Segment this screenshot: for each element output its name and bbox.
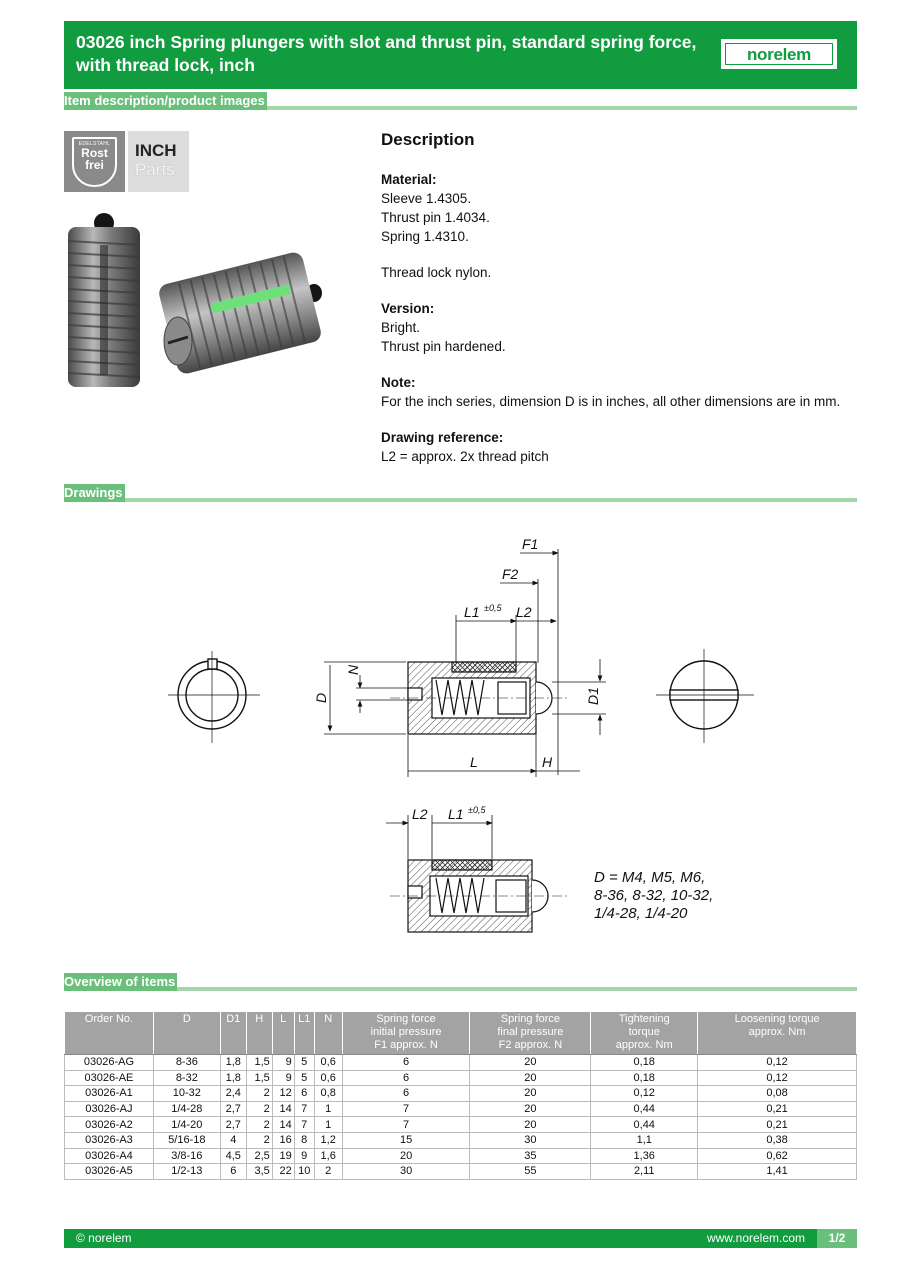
label-d: D [313,692,329,703]
table-cell: 19 [272,1148,294,1164]
table-cell: 1,2 [314,1132,342,1148]
table-cell: 0,6 [314,1055,342,1071]
table-row [65,1070,857,1086]
thread-lock-text: Thread lock nylon. [381,265,492,280]
label-h: H [542,754,553,770]
product-image [64,205,324,395]
table-cell: 4,5 [220,1148,246,1164]
material-block [381,170,851,246]
label-l1: L1 [464,604,480,620]
table-cell: 03026-A4 [65,1148,154,1164]
version-block [381,299,851,356]
version-line: Bright. [381,320,421,335]
table-cell: 4 [220,1132,246,1148]
table-cell: 0,12 [591,1086,698,1102]
footer-copyright: © norelem [76,1231,132,1245]
table-cell: 1/4-28 [153,1101,220,1117]
label-n: N [345,664,361,675]
badge-inch-text: INCH [135,141,177,160]
label-d1: D1 [585,687,601,705]
table-cell: 6 [342,1055,470,1071]
table-cell: 03026-A3 [65,1132,154,1148]
note-block [381,373,851,411]
material-line: Spring 1.4310. [381,229,469,244]
table-cell: 03026-A1 [65,1086,154,1102]
table-cell: 7 [294,1101,314,1117]
table-cell: 1,8 [220,1070,246,1086]
label-l2-small: L2 [412,806,428,822]
table-cell: 03026-AE [65,1070,154,1086]
table-cell: 8 [294,1132,314,1148]
table-cell: 2 [246,1101,272,1117]
table-cell: 7 [342,1117,470,1133]
table-cell: 2 [314,1164,342,1180]
table-cell: 20 [470,1055,591,1071]
column-header: Tightening torque approx. Nm [591,1012,698,1055]
table-row [65,1117,857,1133]
section-view-main [390,662,570,734]
table-cell: 0,18 [591,1055,698,1071]
table-header-row [65,1012,857,1055]
plunger-lying [157,250,323,375]
description-panel [381,130,851,483]
table-cell: 6 [342,1086,470,1102]
table-cell: 1,5 [246,1070,272,1086]
technical-drawing [160,535,760,945]
page-footer [64,1229,857,1248]
label-l1-small: L1 [448,806,464,822]
badge-parts-text: Parts [135,160,175,179]
table-cell: 2,5 [246,1148,272,1164]
section-label: Item description/product images [64,93,265,108]
table-cell: 30 [470,1132,591,1148]
table-cell: 03026-A5 [65,1164,154,1180]
table-cell: 6 [220,1164,246,1180]
column-header: D [153,1012,220,1055]
small-view-dimensions [386,815,492,859]
size-note [594,869,713,922]
end-view-right [656,649,754,743]
drawing-reference-block [381,428,851,466]
size-note-line: 1/4-28, 1/4-20 [594,905,688,922]
plunger-standing [68,213,140,387]
table-row [65,1055,857,1071]
footer-website-link[interactable]: www.norelem.com [706,1231,805,1245]
table-cell: 03026-A2 [65,1117,154,1133]
table-cell: 20 [342,1148,470,1164]
label-f1: F1 [522,536,539,552]
badge-small-text: EDELSTAHL [78,141,111,147]
table-cell: 2,7 [220,1117,246,1133]
table-cell: 1 [314,1101,342,1117]
table-cell: 0,6 [314,1070,342,1086]
table-cell: 9 [272,1070,294,1086]
table-cell: 8-32 [153,1070,220,1086]
table-cell: 55 [470,1164,591,1180]
table-row [65,1101,857,1117]
drawing-reference-text: L2 = approx. 2x thread pitch [381,449,549,464]
table-cell: 10-32 [153,1086,220,1102]
table-cell: 0,44 [591,1101,698,1117]
table-cell: 3/8-16 [153,1148,220,1164]
column-header: D1 [220,1012,246,1055]
table-cell: 5/16-18 [153,1132,220,1148]
size-note-line: 8-36, 8-32, 10-32, [594,887,714,904]
page-header [64,21,857,89]
table-cell: 0,38 [698,1132,857,1148]
table-cell: 1,5 [246,1055,272,1071]
table-cell: 8-36 [153,1055,220,1071]
table-cell: 7 [342,1101,470,1117]
table-cell: 1,8 [220,1055,246,1071]
size-note-line: D = M4, M5, M6, [594,869,706,886]
section-divider [64,987,857,991]
column-header: L [272,1012,294,1055]
table-cell: 0,8 [314,1086,342,1102]
table-cell: 14 [272,1117,294,1133]
inch-parts-badge [128,131,189,192]
table-cell: 2,4 [220,1086,246,1102]
table-cell: 30 [342,1164,470,1180]
table-cell: 9 [272,1055,294,1071]
version-label: Version: [381,301,435,316]
table-body [65,1055,857,1180]
table-cell: 2,7 [220,1101,246,1117]
table-cell: 0,21 [698,1101,857,1117]
table-row [65,1164,857,1180]
table-cell: 6 [294,1086,314,1102]
table-cell: 20 [470,1070,591,1086]
label-f2: F2 [502,566,519,582]
table-cell: 10 [294,1164,314,1180]
table-cell: 12 [272,1086,294,1102]
table-cell: 20 [470,1101,591,1117]
section-label: Overview of items [64,974,176,989]
table-cell: 5 [294,1070,314,1086]
column-header: Loosening torque approx. Nm [698,1012,857,1055]
table-cell: 0,12 [698,1055,857,1071]
table-cell: 2 [246,1086,272,1102]
column-header: N [314,1012,342,1055]
section-item-description [64,92,857,110]
label-tolerance-small: ±0,5 [468,805,486,815]
table-cell: 15 [342,1132,470,1148]
section-drawings [64,484,857,502]
table-cell: 2 [246,1132,272,1148]
section-label: Drawings [64,485,123,500]
table-row [65,1086,857,1102]
table-cell: 16 [272,1132,294,1148]
table-cell: 22 [272,1164,294,1180]
page-title: 03026 inch Spring plungers with slot and thrust pin, standard spring force, with thread lock, inch [76,32,697,75]
label-tolerance: ±0,5 [484,603,502,613]
table-cell: 03026-AJ [65,1101,154,1117]
material-label: Material: [381,172,437,187]
end-view-left [168,651,260,743]
table-cell: 1,41 [698,1164,857,1180]
table-cell: 5 [294,1055,314,1071]
logo-text: norelem [725,43,833,65]
badge-text-line2: frei [85,158,104,172]
items-table [64,1011,857,1180]
section-view-small [390,860,570,932]
table-cell: 0,62 [698,1148,857,1164]
page-number: 1/2 [817,1229,857,1248]
table-cell: 3,5 [246,1164,272,1180]
version-line: Thrust pin hardened. [381,339,506,354]
norelem-logo [721,39,837,69]
drawing-reference-label: Drawing reference: [381,430,504,445]
table-cell: 20 [470,1117,591,1133]
note-text: For the inch series, dimension D is in inches, all other dimensions are in mm. [381,394,841,409]
column-header: Spring force initial pressure F1 approx. N [342,1012,470,1055]
table-cell: 1,6 [314,1148,342,1164]
table-cell: 1,36 [591,1148,698,1164]
table-cell: 0,18 [591,1070,698,1086]
table-cell: 0,12 [698,1070,857,1086]
table-cell: 2,11 [591,1164,698,1180]
table-cell: 1 [314,1117,342,1133]
table-cell: 9 [294,1148,314,1164]
table-row [65,1148,857,1164]
small-view-labels [412,805,486,822]
table-cell: 20 [470,1086,591,1102]
table-cell: 7 [294,1117,314,1133]
badge-text-line1: Rost [81,146,108,160]
table-cell: 1,1 [591,1132,698,1148]
column-header: H [246,1012,272,1055]
table-cell: 35 [470,1148,591,1164]
table-cell: 14 [272,1101,294,1117]
table-cell: 0,44 [591,1117,698,1133]
table-cell: 0,08 [698,1086,857,1102]
description-title: Description [381,130,475,149]
table-cell: 03026-AG [65,1055,154,1071]
material-line: Thrust pin 1.4034. [381,210,490,225]
column-header: Order No. [65,1012,154,1055]
note-label: Note: [381,375,416,390]
table-row [65,1132,857,1148]
table-cell: 1/2-13 [153,1164,220,1180]
label-l: L [470,754,478,770]
label-l2: L2 [516,604,532,620]
shield-icon [72,137,117,187]
table-cell: 6 [342,1070,470,1086]
column-header: L1 [294,1012,314,1055]
section-divider [64,498,857,502]
column-header: Spring force final pressure F2 approx. N [470,1012,591,1055]
section-overview [64,973,857,991]
table-cell: 2 [246,1117,272,1133]
table-cell: 1/4-20 [153,1117,220,1133]
rostfrei-badge [64,131,125,192]
material-line: Sleeve 1.4305. [381,191,472,206]
table-cell: 0,21 [698,1117,857,1133]
